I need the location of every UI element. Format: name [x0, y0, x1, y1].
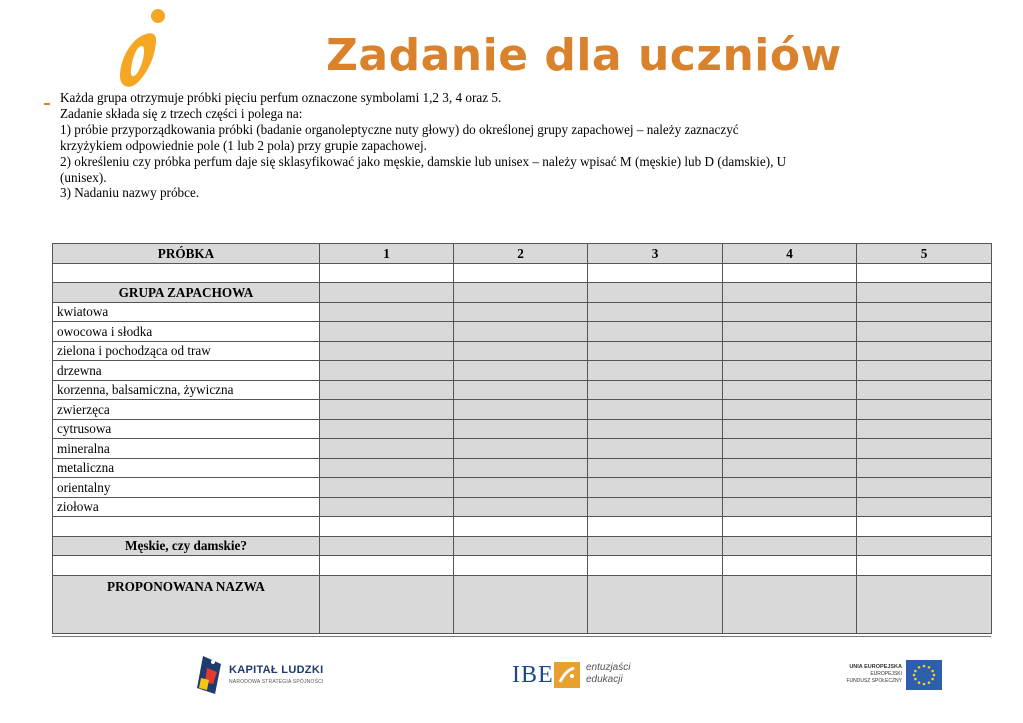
table-row [53, 575, 992, 633]
sample-5-cell[interactable] [857, 341, 992, 361]
sample-3-cell[interactable] [588, 400, 723, 420]
sample-3-cell[interactable] [588, 283, 723, 303]
sample-3-cell[interactable] [588, 341, 723, 361]
sample-2-cell[interactable] [454, 419, 588, 439]
sample-4-cell[interactable] [723, 283, 857, 303]
table-row [53, 439, 992, 459]
footer-divider [52, 636, 991, 637]
group-label: metaliczna [53, 458, 320, 478]
sample-4-cell[interactable] [723, 361, 857, 381]
blank-cell [53, 517, 320, 537]
ibe-logo [512, 660, 662, 696]
sample-2-cell[interactable] [454, 283, 588, 303]
sample-4-cell[interactable] [723, 575, 857, 633]
header-sample-5: 5 [857, 244, 992, 264]
sample-2-cell[interactable] [454, 536, 588, 556]
table-row [53, 322, 992, 342]
sample-5-cell[interactable] [857, 361, 992, 381]
sample-2-cell[interactable] [454, 556, 588, 576]
table-row [53, 244, 992, 264]
sample-4-cell[interactable] [723, 419, 857, 439]
sample-2-cell[interactable] [454, 497, 588, 517]
sample-2-cell[interactable] [454, 341, 588, 361]
sample-1-cell[interactable] [320, 419, 454, 439]
kapital-ludzki-emblem-icon [195, 654, 225, 698]
sample-4-cell[interactable] [723, 302, 857, 322]
kapital-ludzki-title: KAPITAŁ LUDZKI [229, 664, 324, 676]
table-row [53, 302, 992, 322]
header-sample-4: 4 [723, 244, 857, 264]
instruction-line: krzyżykiem odpowiednie pole (1 lub 2 pola) przy grupie zapachowej. [60, 137, 427, 153]
sample-2-cell[interactable] [454, 439, 588, 459]
header-sample-1: 1 [320, 244, 454, 264]
ibe-emblem-icon [554, 662, 580, 688]
table-row [53, 341, 992, 361]
sample-2-cell[interactable] [454, 361, 588, 381]
sample-3-cell[interactable] [588, 497, 723, 517]
sample-3-cell[interactable] [588, 517, 723, 537]
instruction-line: (unisex). [60, 169, 107, 185]
sample-5-cell[interactable] [857, 302, 992, 322]
bullet-dash [44, 103, 50, 105]
sample-4-cell[interactable] [723, 341, 857, 361]
sample-5-cell[interactable] [857, 283, 992, 303]
sample-3-cell[interactable] [588, 419, 723, 439]
sample-3-cell[interactable] [588, 263, 723, 283]
instruction-line: 3) Nadaniu nazwy próbce. [60, 185, 200, 201]
sample-4-cell[interactable] [723, 458, 857, 478]
table-row [53, 556, 992, 576]
sample-5-cell[interactable] [857, 439, 992, 459]
group-label: zwierzęca [53, 400, 320, 420]
sample-3-cell[interactable] [588, 439, 723, 459]
header-probka: PRÓBKA [53, 244, 320, 264]
sample-2-cell[interactable] [454, 575, 588, 633]
sample-1-cell[interactable] [320, 302, 454, 322]
sample-1-cell[interactable] [320, 478, 454, 498]
group-heading: GRUPA ZAPACHOWA [53, 283, 320, 303]
sample-3-cell[interactable] [588, 575, 723, 633]
sample-4-cell[interactable] [723, 536, 857, 556]
sample-4-cell[interactable] [723, 263, 857, 283]
sample-2-cell[interactable] [454, 263, 588, 283]
sample-4-cell[interactable] [723, 322, 857, 342]
page-title: Zadanie dla uczniów [326, 30, 842, 81]
instruction-line: 2) określeniu czy próbka perfum daje się sklasyfikować jako męskie, damskie lub unisex – należy wpisać M (męskie) lub D (damskie), U [60, 153, 787, 169]
blank-cell [53, 556, 320, 576]
sample-1-cell[interactable] [320, 263, 454, 283]
sample-4-cell[interactable] [723, 380, 857, 400]
sample-2-cell[interactable] [454, 478, 588, 498]
group-label: mineralna [53, 439, 320, 459]
group-label: owocowa i słodka [53, 322, 320, 342]
eu-logo [818, 658, 948, 698]
sample-1-cell[interactable] [320, 497, 454, 517]
sample-3-cell[interactable] [588, 322, 723, 342]
sample-5-cell[interactable] [857, 536, 992, 556]
sample-3-cell[interactable] [588, 478, 723, 498]
sample-5-cell[interactable] [857, 263, 992, 283]
table-row [53, 478, 992, 498]
instruction-line: Zadanie składa się z trzech części i polega na: [60, 105, 303, 121]
sample-2-cell[interactable] [454, 380, 588, 400]
blank-cell [53, 263, 320, 283]
sample-4-cell[interactable] [723, 400, 857, 420]
table-row [53, 380, 992, 400]
sample-1-cell[interactable] [320, 556, 454, 576]
table-row [53, 517, 992, 537]
header-sample-3: 3 [588, 244, 723, 264]
name-heading: PROPONOWANA NAZWA [53, 575, 320, 633]
sample-4-cell[interactable] [723, 439, 857, 459]
gender-heading: Męskie, czy damskie? [53, 536, 320, 556]
sample-1-cell[interactable] [320, 380, 454, 400]
header-sample-2: 2 [454, 244, 588, 264]
sample-3-cell[interactable] [588, 536, 723, 556]
sample-3-cell[interactable] [588, 302, 723, 322]
group-label: kwiatowa [53, 302, 320, 322]
sample-2-cell[interactable] [454, 458, 588, 478]
sample-1-cell[interactable] [320, 361, 454, 381]
group-label: ziołowa [53, 497, 320, 517]
sample-5-cell[interactable] [857, 556, 992, 576]
table-row [53, 497, 992, 517]
kapital-ludzki-logo [195, 654, 375, 698]
sample-1-cell[interactable] [320, 283, 454, 303]
eu-flag-icon [906, 660, 942, 690]
group-label: cytrusowa [53, 419, 320, 439]
sample-5-cell[interactable] [857, 419, 992, 439]
ibe-wordmark: IBE [512, 662, 554, 688]
sample-3-cell[interactable] [588, 380, 723, 400]
sample-5-cell[interactable] [857, 322, 992, 342]
instruction-line: 1) próbie przyporządkowania próbki (badanie organoleptyczne nuty głowy) do określonej grupy zapachowej – należy zaznaczyć [60, 121, 739, 137]
table-row [53, 263, 992, 283]
sample-1-cell[interactable] [320, 536, 454, 556]
sample-3-cell[interactable] [588, 458, 723, 478]
table-row [53, 400, 992, 420]
sample-2-cell[interactable] [454, 322, 588, 342]
sample-classification-table [52, 243, 992, 634]
sample-4-cell[interactable] [723, 478, 857, 498]
sample-3-cell[interactable] [588, 556, 723, 576]
eu-text: UNIA EUROPEJSKA EUROPEJSKI FUNDUSZ SPOŁECZNY [846, 664, 902, 684]
sample-5-cell[interactable] [857, 575, 992, 633]
sample-4-cell[interactable] [723, 517, 857, 537]
sample-1-cell[interactable] [320, 322, 454, 342]
sample-1-cell[interactable] [320, 575, 454, 633]
instruction-line: Każda grupa otrzymuje próbki pięciu perfum oznaczone symbolami 1,2 3, 4 oraz 5. [60, 90, 502, 105]
group-label: korzenna, balsamiczna, żywiczna [53, 380, 320, 400]
orange-figure-logo-icon [108, 6, 178, 90]
table-row [53, 419, 992, 439]
sample-1-cell[interactable] [320, 400, 454, 420]
task-instructions [60, 90, 960, 201]
sample-5-cell[interactable] [857, 458, 992, 478]
ibe-tagline: entuzjaści edukacji [586, 662, 631, 685]
sample-2-cell[interactable] [454, 302, 588, 322]
sample-2-cell[interactable] [454, 517, 588, 537]
sample-1-cell[interactable] [320, 517, 454, 537]
group-label: drzewna [53, 361, 320, 381]
table-row [53, 536, 992, 556]
sample-5-cell[interactable] [857, 380, 992, 400]
sample-5-cell[interactable] [857, 497, 992, 517]
sample-1-cell[interactable] [320, 439, 454, 459]
sample-5-cell[interactable] [857, 517, 992, 537]
sample-5-cell[interactable] [857, 478, 992, 498]
table-row [53, 283, 992, 303]
sample-3-cell[interactable] [588, 361, 723, 381]
group-label: zielona i pochodząca od traw [53, 341, 320, 361]
sample-1-cell[interactable] [320, 458, 454, 478]
table-row [53, 361, 992, 381]
sample-1-cell[interactable] [320, 341, 454, 361]
sample-2-cell[interactable] [454, 400, 588, 420]
table-row [53, 458, 992, 478]
sample-4-cell[interactable] [723, 556, 857, 576]
group-label: orientalny [53, 478, 320, 498]
sample-5-cell[interactable] [857, 400, 992, 420]
sample-4-cell[interactable] [723, 497, 857, 517]
kapital-ludzki-subtitle: NARODOWA STRATEGIA SPÓJNOŚCI [229, 679, 324, 685]
